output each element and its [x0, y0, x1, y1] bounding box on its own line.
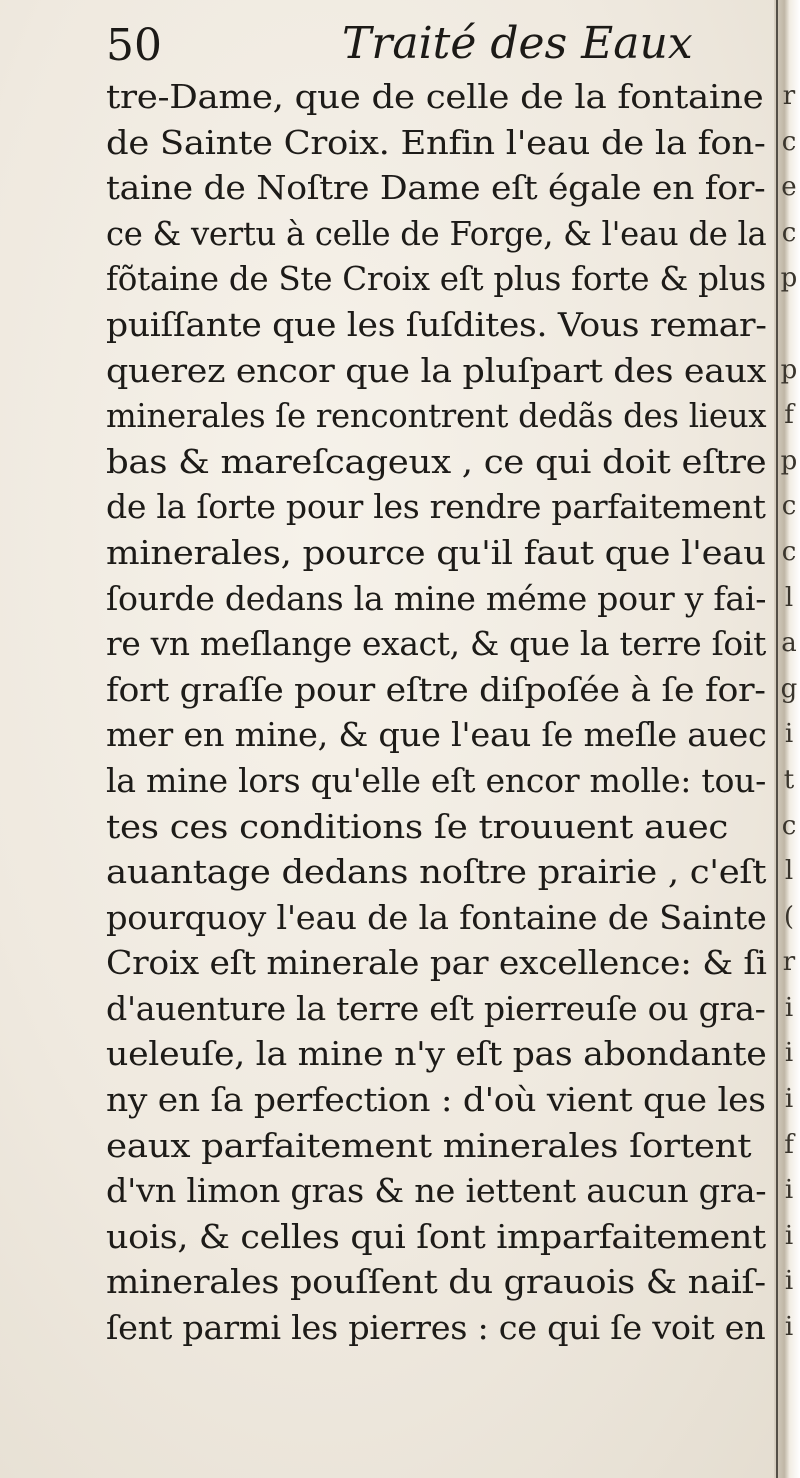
- text-line: ſent parmi les pierres : ce qui ſe voit en: [106, 1308, 766, 1348]
- margin-fragment: e: [781, 172, 797, 203]
- text-line: minerales, pource qu'il faut que l'eau: [106, 532, 766, 572]
- text-line: minerales pouſſent du grauois & naiſ-: [106, 1262, 766, 1302]
- margin-fragment: i: [784, 992, 794, 1023]
- text-line: pourquoy l'eau de la fontaine de Sainte: [106, 897, 767, 937]
- text-line: d'vn limon gras & ne iettent aucun gra-: [106, 1171, 767, 1211]
- text-line: mer en mine, & que l'eau ſe meſle auec: [106, 715, 767, 755]
- text-line: querez encor que la pluſpart des eaux: [106, 350, 767, 390]
- margin-fragment: g: [780, 673, 798, 704]
- margin-fragment: i: [784, 1220, 794, 1251]
- margin-fragment: l: [784, 856, 794, 887]
- margin-fragment: c: [781, 217, 797, 248]
- text-line: puiſſante que les ſuſdites. Vous remar-: [106, 304, 767, 344]
- margin-fragment: i: [784, 1038, 794, 1069]
- margin-fragment: p: [780, 445, 798, 476]
- text-line: re vn meſlange exact, & que la terre ſoit: [106, 624, 767, 664]
- margin-fragment: l: [784, 582, 794, 613]
- text-line: uois, & celles qui ſont imparfaitement: [106, 1216, 766, 1256]
- page-header: [106, 14, 746, 74]
- margin-fragment: [780, 302, 798, 348]
- text-line: ny en ſa perfection : d'où vient que les: [106, 1080, 766, 1120]
- margin-fragment: i: [784, 1084, 794, 1115]
- margin-fragment: i: [784, 1312, 794, 1343]
- margin-fragment: f: [784, 1129, 794, 1160]
- margin-fragment: f: [784, 400, 794, 431]
- body-text: [106, 74, 778, 1351]
- facing-page-margin: [780, 74, 798, 1351]
- margin-fragment: a: [781, 628, 797, 659]
- margin-fragment: t: [783, 764, 795, 795]
- text-line: tre-Dame, que de celle de la fontaine: [106, 77, 764, 116]
- running-title: Traité des Eaux: [342, 18, 693, 69]
- margin-fragment: c: [781, 810, 797, 841]
- margin-fragment: i: [784, 1266, 794, 1297]
- margin-fragment: r: [782, 81, 796, 111]
- text-line: ſourde dedans la mine méme pour y fai-: [106, 578, 767, 618]
- text-line: ueleuſe, la mine n'y eſt pas abondante: [106, 1034, 767, 1074]
- margin-fragment: i: [784, 719, 794, 750]
- text-line: de Sainte Croix. Enfin l'eau de la fon-: [106, 122, 766, 162]
- text-line: de la ſorte pour les rendre parfaitement: [106, 487, 766, 527]
- margin-fragment: p: [780, 354, 798, 385]
- text-line: bas & mareſcageux , ce qui doit eſtre: [106, 441, 767, 481]
- text-line: auantage dedans noſtre prairie , c'eſt: [106, 852, 767, 892]
- text-line: fort graſſe pour eſtre diſpoſée à ſe for-: [106, 669, 766, 709]
- text-line: ce & vertu à celle de Forge, & l'eau de la: [106, 213, 767, 253]
- margin-fragment: c: [781, 491, 797, 522]
- margin-fragment: (: [783, 901, 795, 932]
- margin-fragment: p: [780, 263, 798, 294]
- margin-fragment: r: [782, 947, 796, 978]
- text-line: fõtaine de Ste Croix eſt plus forte & plus: [106, 259, 766, 299]
- margin-fragment: c: [781, 126, 797, 157]
- text-line: minerales ſe rencontrent dedãs des lieux: [106, 396, 767, 436]
- text-line: d'auenture la terre eſt pierreuſe ou gra-: [106, 988, 766, 1028]
- text-line: tes ces conditions ſe trouuent auec: [106, 806, 728, 846]
- margin-fragment: c: [781, 536, 797, 567]
- margin-fragment: i: [784, 1175, 794, 1206]
- text-line: la mine lors qu'elle eſt encor molle: tou-: [106, 760, 767, 800]
- text-line: taine de Noſtre Dame eſt égale en for-: [106, 168, 766, 208]
- page-number: 50: [106, 20, 162, 71]
- text-line: Croix eſt minerale par excellence: & ſi: [106, 943, 767, 983]
- text-line: eaux parfaitement minerales ſortent: [106, 1125, 752, 1165]
